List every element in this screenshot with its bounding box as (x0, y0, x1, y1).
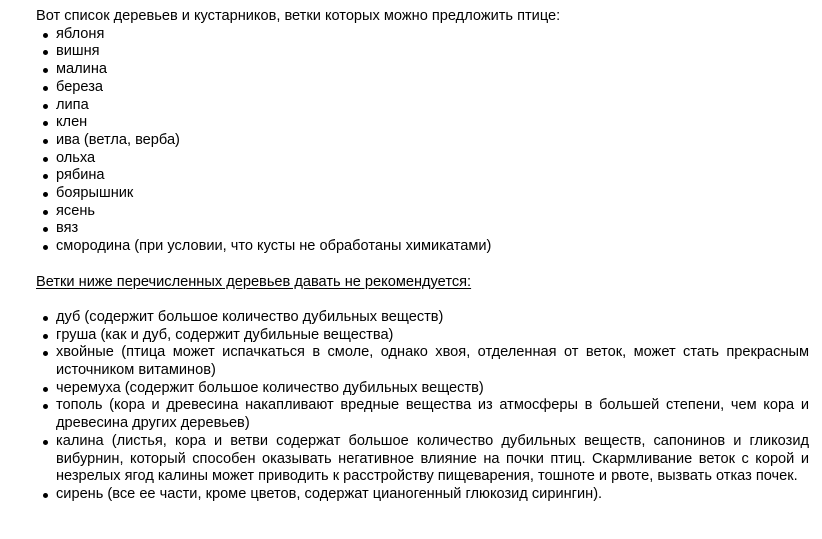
bullet-icon (43, 50, 48, 55)
bullet-icon (43, 174, 48, 179)
bullet-icon (43, 404, 48, 409)
bullet-icon (43, 157, 48, 162)
list-item: липа (56, 97, 809, 115)
bullet-icon (43, 493, 48, 498)
bullet-icon (43, 121, 48, 126)
bullet-icon (43, 210, 48, 215)
not-recommended-list (36, 309, 809, 504)
bullet-icon (43, 440, 48, 445)
list-item: ясень (56, 203, 809, 221)
list-item: клен (56, 114, 809, 132)
list-item: сирень (все ее части, кроме цветов, содержат цианогенный глюкозид сирингин). (56, 486, 809, 504)
list-item: яблоня (56, 26, 809, 44)
not-recommended-heading: Ветки ниже перечисленных деревьев давать не рекомендуется: (36, 273, 472, 290)
bullet-icon (43, 245, 48, 250)
list-item: смородина (при условии, что кусты не обработаны химикатами) (56, 238, 809, 256)
list-item: малина (56, 61, 809, 79)
list-item: черемуха (содержит большое количество дубильных веществ) (56, 380, 809, 398)
bullet-icon (43, 68, 48, 73)
list-item: вяз (56, 220, 809, 238)
bullet-icon (43, 104, 48, 109)
list-item: дуб (содержит большое количество дубильных веществ) (56, 309, 809, 327)
bullet-icon (43, 227, 48, 232)
list-item: груша (как и дуб, содержит дубильные вещества) (56, 327, 809, 345)
bullet-icon (43, 387, 48, 392)
list-item: тополь (кора и древесина накапливают вредные вещества из атмосферы в большей степени, чем кора и древесина других деревьев) (56, 397, 809, 432)
intro-text: Вот список деревьев и кустарников, ветки которых можно предложить птице: (36, 8, 561, 24)
bullet-icon (43, 33, 48, 38)
bullet-icon (43, 192, 48, 197)
document-body (36, 8, 809, 504)
list-item: вишня (56, 43, 809, 61)
list-item: калина (листья, кора и ветви содержат большое количество дубильных веществ, сапонинов и гликозид вибурнин, который способен оказывать негативное влияние на почки птиц. Скармливание веток с корой и незрелых ягод калины может приводить к расстройству пищеварения, тошноте и рвоте, вызвать отказ почек. (56, 433, 809, 486)
list-item: ива (ветла, верба) (56, 132, 809, 150)
bullet-icon (43, 351, 48, 356)
list-item: хвойные (птица может испачкаться в смоле, однако хвоя, отделенная от веток, может стать прекрасным источником витаминов) (56, 344, 809, 379)
bullet-icon (43, 316, 48, 321)
bullet-icon (43, 334, 48, 339)
bullet-icon (43, 139, 48, 144)
bullet-icon (43, 86, 48, 91)
list-item: рябина (56, 167, 809, 185)
list-item: ольха (56, 150, 809, 168)
list-item: боярышник (56, 185, 809, 203)
list-item: береза (56, 79, 809, 97)
recommended-list (36, 26, 809, 256)
